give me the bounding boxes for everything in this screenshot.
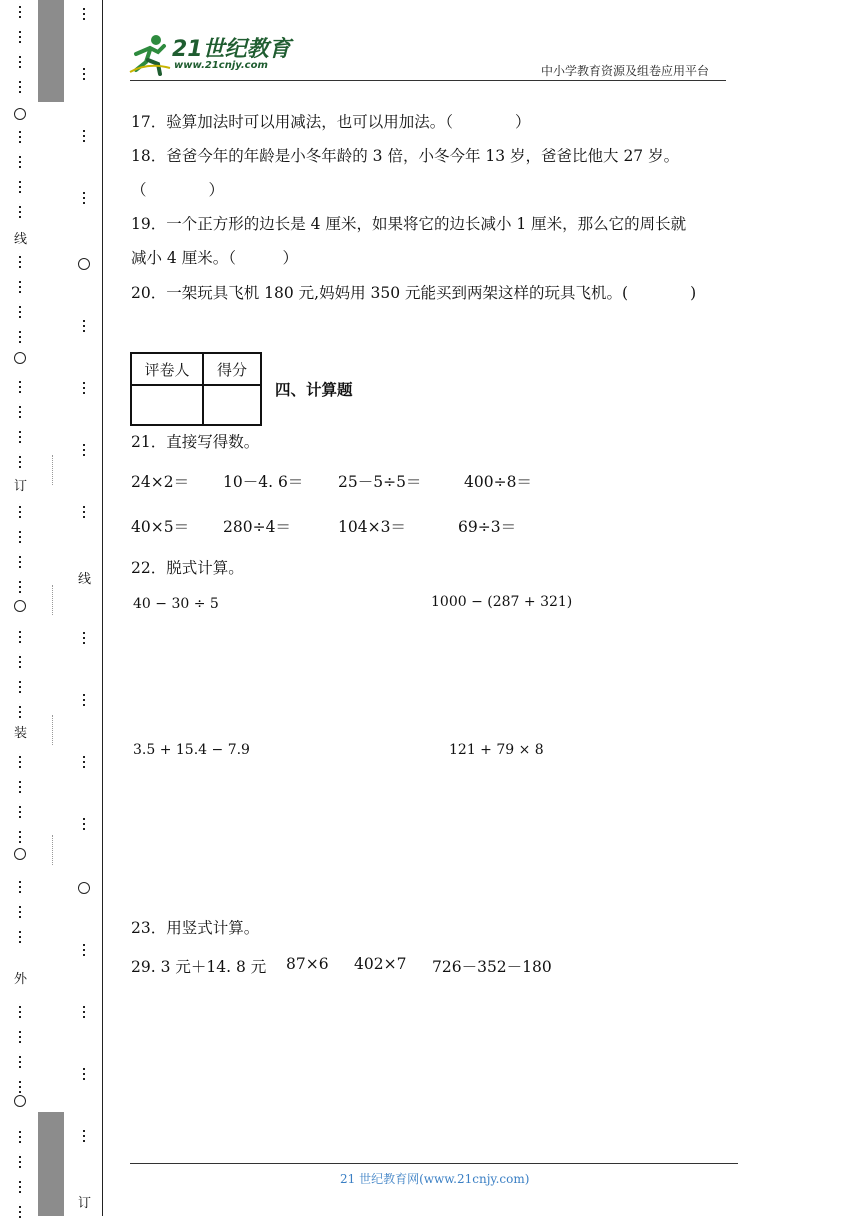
outer-label-ding: 订 <box>14 479 28 494</box>
inner-label-xian: 线 <box>78 572 92 587</box>
logo-title: 21世纪教育 <box>172 37 291 62</box>
q21-item: 69÷3＝ <box>458 518 517 536</box>
margin-dots <box>19 1006 21 1018</box>
q21-item: 280÷4＝ <box>223 518 291 536</box>
question-17: 17．验算加法时可以用减法，也可以用加法。（ ） <box>131 113 531 131</box>
margin-dots <box>83 8 85 20</box>
margin-dots <box>83 694 85 706</box>
q22-expression: 1000 − (287 + 321) <box>431 594 573 610</box>
header-rule <box>130 80 726 81</box>
question-18: 18．爸爸今年的年龄是小冬年龄的 3 倍，小冬今年 13 岁，爸爸比他大 27 岁。 <box>131 147 680 165</box>
margin-dots <box>19 831 21 843</box>
inner-label-ding: 订 <box>78 1196 92 1211</box>
margin-dots <box>19 1156 21 1168</box>
outer-label-wai: 外 <box>14 972 28 987</box>
margin-dots <box>19 781 21 793</box>
margin-dots <box>19 1031 21 1043</box>
site-logo <box>128 30 308 78</box>
margin-dots <box>19 506 21 518</box>
margin-dots <box>83 192 85 204</box>
margin-dots <box>83 944 85 956</box>
margin-dots <box>19 806 21 818</box>
margin-dots <box>19 206 21 218</box>
q22-expression: 3.5 + 15.4 − 7.9 <box>133 742 250 758</box>
margin-dots <box>83 68 85 80</box>
question-19: 19．一个正方形的边长是 4 厘米，如果将它的边长减小 1 厘米，那么它的周长就 <box>131 215 687 233</box>
score-box <box>130 352 262 426</box>
margin-circle-icon <box>14 352 26 364</box>
margin-dots <box>19 906 21 918</box>
question-21-title: 21．直接写得数。 <box>131 433 260 451</box>
margin-dots <box>19 31 21 43</box>
score-box-grader-cell[interactable] <box>131 385 203 425</box>
margin-dots <box>19 681 21 693</box>
margin-dots <box>19 1081 21 1093</box>
margin-dots <box>19 256 21 268</box>
margin-circle-icon <box>14 848 26 860</box>
margin-dots <box>19 156 21 168</box>
question-20: 20．一架玩具飞机 180 元,妈妈用 350 元能买到两架这样的玩具飞机。( ) <box>131 284 697 302</box>
margin-dots <box>19 881 21 893</box>
margin-circle-icon <box>78 258 90 270</box>
score-box-grader-header: 评卷人 <box>131 353 203 385</box>
margin-circle-icon <box>14 600 26 612</box>
q22-expression: 121 + 79 × 8 <box>449 742 544 758</box>
q21-item: 10－4. 6＝ <box>223 473 304 491</box>
margin-dots <box>19 656 21 668</box>
q21-item: 24×2＝ <box>131 473 190 491</box>
binding-gray-band-top <box>38 0 64 102</box>
margin-dots <box>19 6 21 18</box>
margin-dots <box>83 1068 85 1080</box>
margin-dots <box>83 444 85 456</box>
margin-dots <box>19 531 21 543</box>
q21-item: 25－5÷5＝ <box>338 473 422 491</box>
margin-dots <box>83 1006 85 1018</box>
margin-dots <box>19 331 21 343</box>
outer-label-zhuang: 装 <box>14 726 28 741</box>
header-platform-text: 中小学教育资源及组卷应用平台 <box>541 64 710 78</box>
margin-dots <box>19 1056 21 1068</box>
inner-binding-margin <box>64 0 102 1216</box>
binding-gray-band-bottom <box>38 1112 64 1216</box>
margin-dots <box>83 632 85 644</box>
section-title: 四、计算题 <box>275 380 353 399</box>
margin-circle-icon <box>78 882 90 894</box>
binding-divider-line <box>102 0 103 1216</box>
outer-label-xian: 线 <box>14 232 28 247</box>
margin-dots <box>19 581 21 593</box>
margin-dots <box>83 818 85 830</box>
q21-item: 400÷8＝ <box>464 473 532 491</box>
margin-dots <box>19 931 21 943</box>
margin-dotted-guide <box>52 585 54 615</box>
margin-dots <box>19 1131 21 1143</box>
margin-dots <box>19 306 21 318</box>
margin-dots <box>19 706 21 718</box>
footer-rule <box>130 1163 738 1164</box>
margin-dotted-guide <box>52 835 54 865</box>
margin-dots <box>19 456 21 468</box>
margin-dots <box>83 320 85 332</box>
q23-item: 29. 3 元＋14. 8 元 <box>131 958 267 976</box>
question-18-answer-blank: （ ） <box>131 181 225 199</box>
margin-dots <box>19 431 21 443</box>
margin-dots <box>19 181 21 193</box>
margin-dots <box>83 506 85 518</box>
margin-dots <box>19 406 21 418</box>
footer-site: 21 世纪教育网(www.21cnjy.com) <box>340 1172 530 1186</box>
margin-dots <box>19 556 21 568</box>
question-19-continued: 减小 4 厘米。（ ） <box>131 249 298 267</box>
question-23-title: 23．用竖式计算。 <box>131 919 260 937</box>
margin-dotted-guide <box>52 455 54 485</box>
margin-dots <box>19 281 21 293</box>
margin-dots <box>19 756 21 768</box>
margin-dots <box>83 1130 85 1142</box>
margin-dots <box>19 381 21 393</box>
q23-item: 87×6 <box>286 955 329 973</box>
margin-circle-icon <box>14 108 26 120</box>
q21-item: 40×5＝ <box>131 518 190 536</box>
margin-dots <box>19 1181 21 1193</box>
score-box-score-cell[interactable] <box>203 385 261 425</box>
margin-dots <box>83 756 85 768</box>
margin-dots <box>19 81 21 93</box>
margin-dotted-guide <box>52 715 54 745</box>
margin-dots <box>83 382 85 394</box>
margin-dots <box>19 1206 21 1218</box>
margin-circle-icon <box>14 1095 26 1107</box>
margin-dots <box>19 631 21 643</box>
runner-logo-icon <box>128 32 172 76</box>
question-22-title: 22．脱式计算。 <box>131 559 244 577</box>
margin-dots <box>19 56 21 68</box>
q23-item: 726－352－180 <box>432 958 552 976</box>
q21-item: 104×3＝ <box>338 518 406 536</box>
score-box-score-header: 得分 <box>203 353 261 385</box>
q22-expression: 40 − 30 ÷ 5 <box>133 596 219 612</box>
logo-url: www.21cnjy.com <box>174 60 268 71</box>
margin-dots <box>83 130 85 142</box>
margin-dots <box>19 131 21 143</box>
q23-item: 402×7 <box>354 955 407 973</box>
